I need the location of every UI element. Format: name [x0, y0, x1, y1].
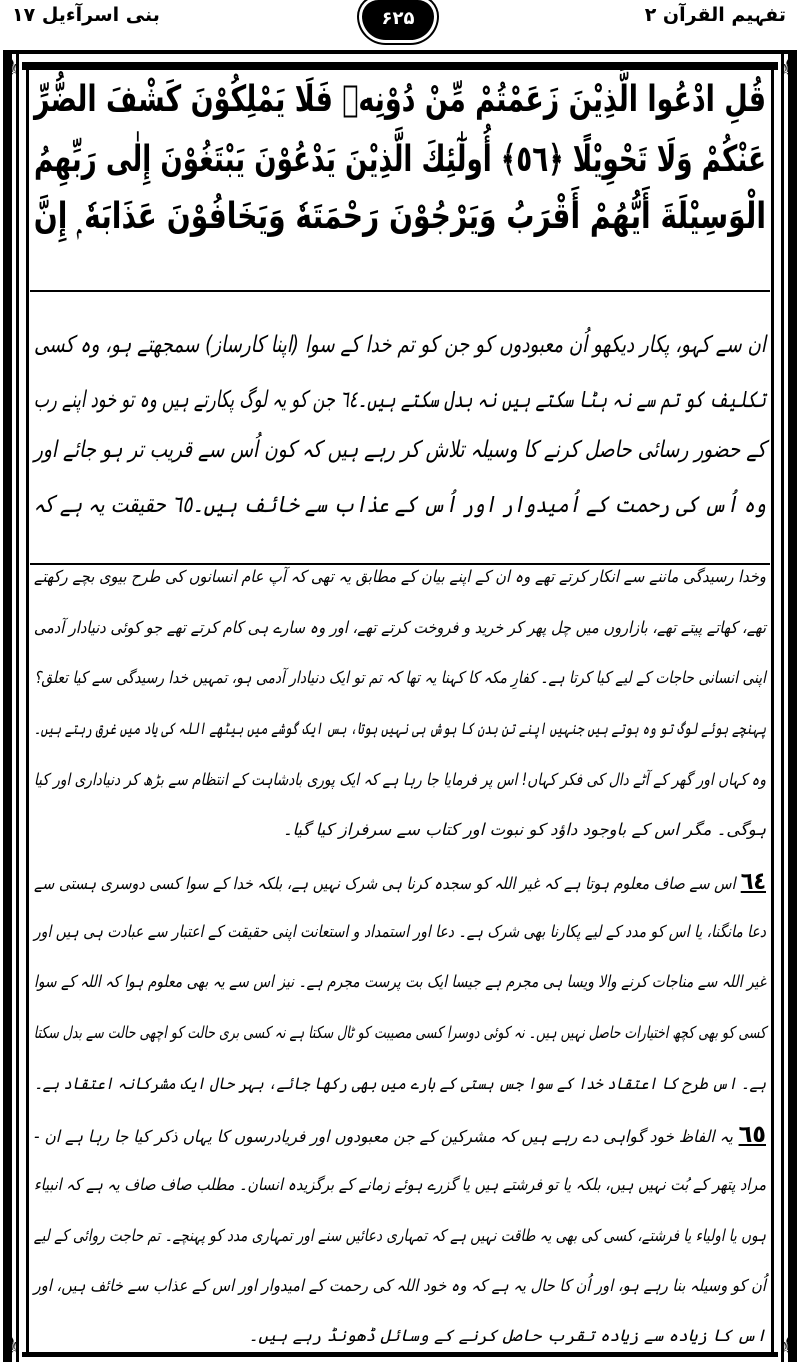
- footnote-text: یہ الفاظ خود گواہی دے رہے ہیں کہ مشرکین کے جن معبودوں اور فریادرسوں کا یہاں ذکر کیا جا رہا ہے ان -: [33, 1127, 733, 1146]
- verse-line: الْوَسِيْلَةَ أَيُّهُمْ أَقْرَبُ وَيَرْجُوْنَ رَحْمَتَهٗ وَيَخَافُوْنَ عَذَابَهٗ ۭ إِنَّ: [33, 196, 767, 237]
- translation-line: ان سے کہو، پکار دیکھو اُن معبودوں کو جن کو تم خدا کے سوا (اپنا کارساز) سمجھتے ہو، وہ کسی: [34, 332, 766, 358]
- corner-ornament-icon: ⚜: [778, 1334, 798, 1359]
- footnote-line: اپنی انسانی حاجات کے لیے کیا کرتا ہے۔ کفارِ مکہ کا کہنا یہ تھا کہ تم تو ایک دنیادار آدمی ہو، تمہیں خدا رسیدگی سے کیا تعلق؟: [34, 668, 766, 687]
- footnote-line: کسی کو بھی کچھ اختیارات حاصل نہیں ہیں۔ نہ کوئی دوسرا کسی مصیبت کو ٹال سکتا ہے نہ کسی بری حالت کو اچھی حالت سے بدل سکتا: [33, 1023, 766, 1042]
- footnote-line: وہ کہاں اور گھر کے آٹے دال کی فکر کہاں! اس پر فرمایا جا رہا ہے کہ ایک پوری بادشاہت کے انتظام سے بڑھ کر دنیاداری اور کیا: [34, 770, 766, 789]
- footnote-64-first-line: [34, 863, 766, 899]
- surah-name: بنی اسرآءیل ۱۷: [12, 4, 160, 26]
- footnote-line: دعا مانگنا، یا اس کو مدد کے لیے پکارنا بھی شرک ہے۔ دعا اور استمداد و استعانت اپنی حقیقت کے اعتبار سے عبادت ہی ہیں اور: [34, 922, 766, 941]
- footnote-line: وخدا رسیدگی ماننے سے انکار کرتے تھے وہ ان کے اپنے بیان کے مطابق یہ تھی کہ آپ عام انسانوں کی طرح بیوی بچے رکھتے: [34, 567, 766, 586]
- footnote-line: ہوں یا اولیاء یا فرشتے، کسی کی بھی یہ طاقت نہیں ہے کہ تمہاری دعائیں سنے اور تمہاری مدد کو پہنچے۔ تم حاجت روائی کے لیے: [33, 1226, 767, 1245]
- page-number: ۶۲۵: [362, 0, 434, 40]
- divider: [30, 290, 770, 292]
- footnote-line: پہنچے ہوئے لوگ تو وہ ہوتے ہیں جنہیں اپنے تن بدن کا ہوش ہی نہیں ہوتا، بس ایک گوشے میں بیٹھے اللہ کی یاد میں غرق رہتے ہیں۔: [34, 719, 766, 738]
- footnote-line: اُن کو وسیلہ بنا رہے ہو، اور اُن کا حال یہ ہے کہ وہ خود اللہ کی رحمت کے امیدوار اور اس کے عذاب سے خائف ہیں، اور: [33, 1276, 766, 1295]
- footnote-text: اس سے صاف معلوم ہوتا ہے کہ غیر اللہ کو سجدہ کرنا ہی شرک نہیں ہے، بلکہ خدا کے سوا کسی دوسری ہستی سے: [34, 874, 736, 893]
- translation-line: وہ اُس کی رحمت کے اُمیدوار اور اُس کے عذاب سے خائف ہیں۔٦٥ حقیقت یہ ہے کہ: [33, 492, 766, 518]
- footnote-number: ٦٥: [738, 1120, 766, 1148]
- footnote-line: ہوگی۔ مگر اس کے باوجود داؤد کو نبوت اور کتاب سے سرفراز کیا گیا۔: [282, 820, 766, 839]
- footnote-number: ٦٤: [740, 867, 766, 895]
- footnote-line: غیر اللہ سے مناجات کرنے والا ویسا ہی مجرم ہے جیسا ایک بت پرست مجرم ہے۔ نیز اس سے یہ بھی معلوم ہوا کہ اللہ کے سوا: [34, 972, 766, 991]
- book-title: تفہیم القرآن ۲: [644, 4, 786, 26]
- translation-line: تکلیف کو تم سے نہ ہٹا سکتے ہیں نہ بدل سکتے ہیں۔٦٤ جن کو یہ لوگ پکارتے ہیں وہ تو خود اپنے رب: [33, 387, 766, 413]
- translation-line: کے حضور رسائی حاصل کرنے کا وسیلہ تلاش کر رہے ہیں کہ کون اُس سے قریب تر ہو جائے اور: [34, 437, 766, 463]
- footnote-line: اس کا زیادہ سے زیادہ تقرب حاصل کرنے کے وسائل ڈھونڈ رہے ہیں۔: [248, 1326, 766, 1345]
- footnote-line: مراد پتھر کے بُت نہیں ہیں، بلکہ یا تو فرشتے ہیں یا گزرے ہوئے زمانے کے برگزیدہ انسان۔ مطلب صاف صاف یہ ہے کہ انبیاء: [34, 1175, 766, 1194]
- corner-ornament-icon: ⚜: [778, 56, 798, 81]
- footnote-65-first-line: [34, 1116, 766, 1152]
- verse-line: عَنْكُمْ وَلَا تَحْوِيْلًا ﴿٥٦﴾ أُولٰٓئِكَ الَّذِيْنَ يَدْعُوْنَ يَبْتَغُوْنَ إِلٰى رَبِّهِمُ: [34, 139, 766, 180]
- corner-ornament-icon: ⚜: [2, 56, 22, 81]
- footnote-line: ہے۔ اس طرح کا اعتقاد خدا کے سوا جس ہستی کے بارے میں بھی رکھا جائے، بہر حال ایک مشرکانہ اعتقاد ہے۔: [34, 1074, 766, 1093]
- corner-ornament-icon: ⚜: [2, 1334, 22, 1359]
- footnote-line: تھے، کھاتے پیتے تھے، بازاروں میں چل پھر کر خرید و فروخت کرتے تھے، اور وہ سارے ہی کام کرتے تھے جو کوئی دنیادار آدمی: [33, 618, 766, 637]
- verse-line: قُلِ ادْعُوا الَّذِيْنَ زَعَمْتُمْ مِّنْ دُوْنِهٖ فَلَا يَمْلِكُوْنَ كَشْفَ الضُّرِّ: [34, 79, 766, 120]
